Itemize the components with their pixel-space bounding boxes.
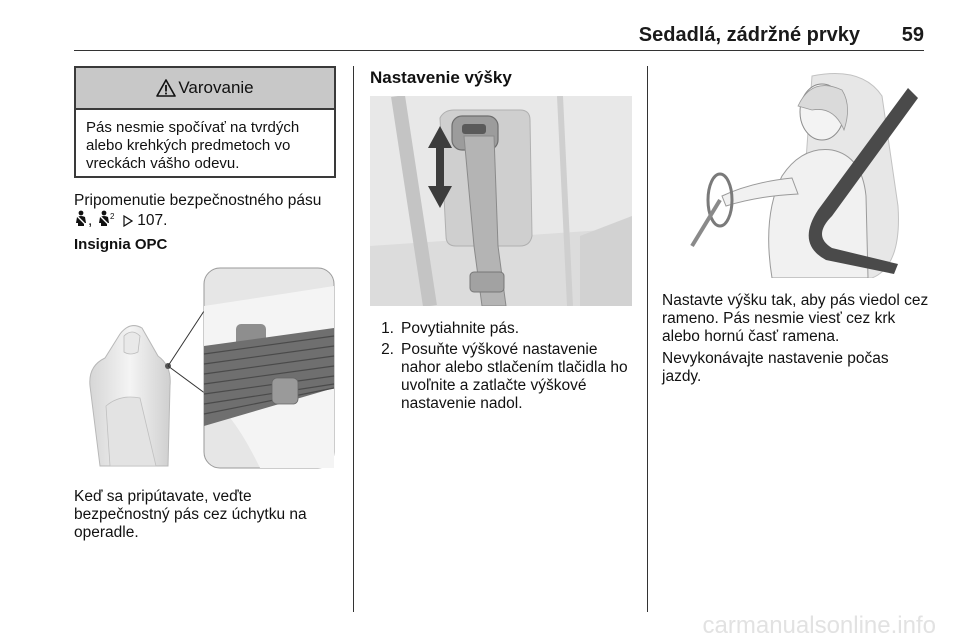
step-number: 2. [381,341,394,358]
step-text: Povytiahnite pás. [401,320,520,337]
header-rule [74,50,924,51]
warning-box [74,66,336,178]
height-adjust-instructions: Nastavte výšku tak, aby pás viedol cez rameno. Pás nesmie viesť cez krk alebo hornú časť ramena. [662,292,929,345]
step-text: Posuňte výškové nastavenie nahor alebo stlačením tlačidla ho uvoľnite a zatlačte výškové nastavenie nadol. [401,341,628,412]
reminder-separator: , [88,212,93,229]
column-divider-right [647,66,648,612]
reminder-line: Pripomenutie bezpečnostného pásu [74,192,322,209]
seatbelt-reminder-text [74,192,344,230]
warning-triangle-icon [156,79,176,97]
page-number: 59 [901,24,924,46]
list-item [372,320,636,338]
list-item [372,341,636,413]
warning-header [76,68,334,110]
seatbelt-reminder-icon [74,210,88,227]
page-reference-icon [123,215,133,227]
page-header-title: Sedadlá, zádržné prvky [638,24,860,46]
watermark: carmanualsonline.info [702,612,936,639]
belt-guide-caption: Keď sa pripútavate, veďte bezpečnostný pás cez úchytku na operadle. [74,488,307,541]
step-number: 1. [381,320,394,337]
svg-text:2: 2 [109,212,115,221]
reminder-symbols [74,210,344,230]
section-title-height-adjustment: Nastavenie výšky [370,68,512,87]
adjustment-steps-list [372,320,636,416]
warning-body: Pás nesmie spočívať na tvrdých alebo krehkých predmetoch vo vreckách vášho odevu. [86,119,300,172]
subheading-insignia-opc: Insignia OPC [74,236,168,253]
driving-adjustment-warning: Nevykonávajte nastavenie počas jazdy. [662,350,889,385]
driver-seatbelt-position-illustration [662,66,924,278]
reminder-page-ref: 107. [137,212,168,229]
rear-seatbelt-reminder-icon [97,210,119,227]
belt-height-adjuster-illustration [370,96,632,306]
warning-title: Varovanie [178,78,254,97]
seat-belt-guide-illustration [80,266,336,470]
column-divider-left [353,66,354,612]
